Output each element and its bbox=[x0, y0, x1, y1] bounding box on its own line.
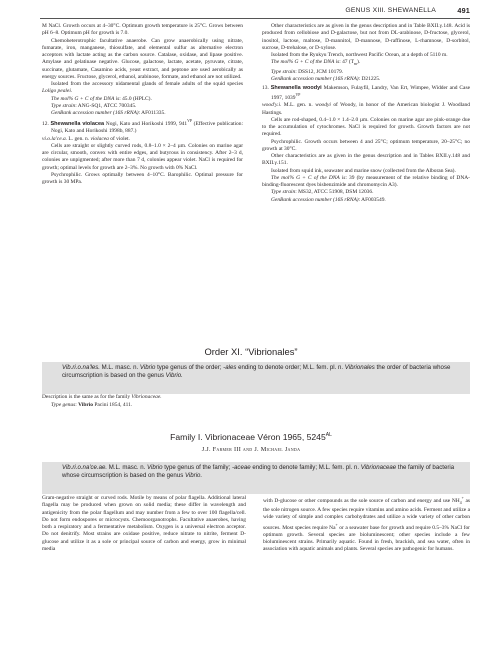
text-run: type genus of the family; bbox=[162, 464, 232, 471]
paragraph: Isolated from the Ryukyu Trench, northwest Pacific Ocean, at a depth of 5110 m. bbox=[271, 52, 448, 58]
etym-italic: Vibrionales bbox=[344, 364, 375, 371]
etym-italic: woodyi bbox=[315, 102, 331, 109]
text-run: ending to denote family; M.L. fem. pl. n. bbox=[250, 464, 361, 471]
label-italic: GenBank accession number (16S rRNA) bbox=[51, 110, 139, 116]
text-run: M.L. masc. n. bbox=[107, 464, 148, 471]
label-italic: GenBank accession number (16S rRNA) bbox=[271, 75, 359, 82]
order-etymology bbox=[62, 364, 456, 379]
etym-italic: Vibrio bbox=[147, 464, 163, 471]
text-run: the order of bacteria whose circumscription is based on the genus bbox=[62, 364, 451, 379]
species-heading: Shewanella violacea bbox=[50, 121, 105, 128]
value-text: : D21225. bbox=[358, 75, 381, 82]
etym-italic: -aceae bbox=[231, 464, 251, 471]
family-description-left bbox=[42, 495, 246, 553]
type-strain-line bbox=[42, 103, 243, 110]
text-run: ending to denote order; M.L. fem. pl. n. bbox=[236, 364, 345, 371]
value-text: : AF011335. bbox=[138, 110, 166, 116]
order-description bbox=[42, 394, 472, 401]
text-run: (Effective publication: Nogi, Kato and Horikoshi 1998b, 887.) bbox=[51, 121, 243, 135]
subscript: m bbox=[354, 62, 357, 67]
species-name: Loligo pealei. bbox=[42, 88, 73, 95]
mol-gc-line bbox=[262, 175, 470, 190]
text-run: Isolated from the accessory nidamental glands of female adults of the squid species bbox=[51, 81, 243, 87]
paragraph: Chemoheterotrophic facultative anaerobe. Can grow anaerobically using nitrate, fumarate, iron, manganese, thiosulfate, and elemental sulfur as alternative electron acceptors with lactate acting as the carbon source. Catalase, oxidase, and lipase positive. Amylase and gelatinase negative. Glucose, galactose, lactate, acetate, pyruvate, citrate, succinate, glutamate, Casamino acids, yeast extract, and peptone are used aerobically as energy sources. Fructose, glycerol, ethanol, arabinose, formate, and ethanol are not utilized. bbox=[42, 37, 243, 80]
genbank-line bbox=[42, 110, 243, 117]
superscript: VP bbox=[295, 93, 301, 98]
etym-italic: Vibrio bbox=[139, 364, 156, 371]
family-description-right bbox=[263, 495, 470, 553]
etym-italic: wood′y.i. bbox=[262, 102, 282, 109]
value-text: : 39 (by measurement of the relative binding of DNA-binding-fluorescent dyes bisbenzimide and chromomycin A3). bbox=[262, 174, 470, 189]
paragraph: Other characteristics are as given in the genus description and in Tables BXII.γ.148 and BXII.γ.151. bbox=[262, 153, 470, 167]
value-text: : 45.0 (HPLC). bbox=[119, 95, 152, 102]
label-italic: The mol% G + C of the DNA is bbox=[51, 95, 120, 102]
value-text: : MS32, ATCC 51908, DSM 12036. bbox=[295, 189, 374, 196]
running-head-title: GENUS XIII. SHEWANELLA bbox=[345, 7, 436, 14]
order-type-genus bbox=[42, 402, 481, 409]
etym-italic: -ales bbox=[223, 364, 237, 371]
species-entry-13 bbox=[262, 85, 470, 102]
paragraph: M NaCl. Growth occurs at 4–30°C. Optimum growth temperature is 25°C. Grows between pH 6–8. Optimum pH for growth is 7.0. bbox=[42, 23, 243, 37]
page-number: 491 bbox=[457, 6, 470, 15]
mol-gc-line bbox=[262, 59, 470, 68]
running-head bbox=[40, 4, 470, 19]
genbank-line bbox=[262, 197, 470, 204]
etym-italic: violacea bbox=[90, 135, 109, 142]
species-heading: Shewanella woodyi bbox=[270, 85, 322, 92]
text-run: M.L. gen. n. bbox=[281, 102, 316, 109]
value-text: : DSS12, JCM 10179. bbox=[295, 68, 344, 75]
etym-italic: Vibrionaceae bbox=[360, 464, 397, 471]
genbank-line bbox=[262, 76, 470, 83]
value-text: ). bbox=[357, 59, 361, 66]
family-heading-text: Family I. Vibrionaceae Véron 1965, 5245 bbox=[170, 432, 326, 442]
entry-number: 12. bbox=[42, 121, 51, 128]
text-run: Description is the same as for the family bbox=[42, 394, 132, 400]
left-column bbox=[42, 23, 243, 186]
paragraph bbox=[42, 81, 243, 96]
label-italic: GenBank accession number (16S rRNA) bbox=[271, 196, 359, 203]
superscript: VP bbox=[187, 119, 192, 124]
paragraph: Cells are rod-shaped, 0.4–1.0 × 1.4–2.0 µm. Colonies on marine agar are pink-orange due to the accumulation of cytochromes. NaCl is required for growth. Growth factors are not required. bbox=[262, 116, 470, 138]
value-text: : ANG-SQ1, ATCC 700345. bbox=[75, 102, 137, 109]
paragraph: Isolated from squid ink, seawater and marine snow (collected from the Alboran Sea). bbox=[271, 167, 456, 174]
etym-italic: vi.o.la′ce.a. bbox=[42, 135, 68, 142]
etym-italic: Vib.ri.o.na′ce.ae. bbox=[62, 464, 108, 471]
type-strain-line bbox=[262, 189, 470, 196]
paragraph: Other characteristics are as given in the genus description and in Table BXII.γ.148. Acid is produced from cellobiose and D-galactose, but not from DL-arabinose, D-fructose, glycerol, inositol, lactose, maltose, D-mannitol, D-mannose, D-raffinose, L-rhamnose, D-sorbitol, sucrose, D-trehalose, or D-xylose. bbox=[262, 23, 470, 51]
paragraph bbox=[263, 495, 470, 553]
superscript: + bbox=[461, 496, 464, 500]
text-run: M.L. masc. n. bbox=[99, 364, 140, 371]
family-name: Vibrionaceae. bbox=[131, 394, 162, 400]
label-italic: The mol% G + C of the DNA is bbox=[271, 59, 340, 66]
family-heading bbox=[0, 432, 502, 442]
paragraph: Gram-negative straight or curved rods. Motile by means of polar flagella. Additional lateral flagella may be produced when grown on solid media; these differ in wavelength and antigenicity from the polar flagellum and may number from a few to over 100 flagella/cell. Do not form endospores or microcysts. Chemoorganotrophs. Facultative anaerobes, having both a respiratory and a fermentative metabolism. Oxygen is a universal electron acceptor. Do not denitrify. Most strains are oxidase positive, reduce nitrate to nitrite, ferment D-glucose and utilize it as a sole or principal source of carbon and energy, grow in minimal media bbox=[42, 495, 246, 552]
etym-italic: Vibrio. bbox=[165, 371, 183, 379]
label-italic: Type strain bbox=[271, 189, 296, 196]
text-run: of violet. bbox=[108, 135, 130, 142]
text-run: of Woody, in honor of the American biologist J. Woodland Hastings. bbox=[262, 102, 470, 116]
text-run: : bbox=[75, 402, 79, 408]
genus-name: Vibrio bbox=[78, 402, 93, 408]
mol-gc-line bbox=[42, 96, 243, 103]
entry-number: 13. bbox=[262, 85, 271, 92]
text-run: the family of bacteria whose circumscription is based on the genus bbox=[62, 464, 455, 479]
value-text: : 47 (T bbox=[339, 59, 355, 66]
label-italic: Type strain bbox=[271, 68, 296, 75]
etym-italic: Vib.ri.o.na′les. bbox=[62, 364, 100, 371]
right-column bbox=[262, 23, 470, 204]
paragraph: Cells are straight or slightly curved rods, 0.8–1.0 × 2–4 µm. Colonies on marine agar are circular, smooth, convex with entire edges, and butyrous in consistency. After 2–3 d, colonies are unpigmented; after more than 7 d, colonies appear violet. NaCl is required for growth; optimal levels for growth are 2–3%. No growth with 0% NaCl. bbox=[42, 142, 243, 171]
order-etymology-box bbox=[42, 362, 470, 394]
text-run: L. gen. n. bbox=[67, 135, 91, 142]
species-entry-12 bbox=[42, 118, 243, 135]
label-italic: Type strain bbox=[51, 102, 76, 109]
text-run: Nogi, Kato and Horikoshi 1999, 941 bbox=[104, 121, 188, 128]
paragraph: Psychrophilic. Growth occurs between 4 and 25°C; optimum temperature, 20–25°C; no growth at 30°C. bbox=[262, 138, 470, 152]
family-etymology-box bbox=[42, 462, 470, 494]
label-italic: The mol% G + C of the DNA is bbox=[271, 174, 346, 181]
subscript: 4 bbox=[459, 500, 462, 505]
type-strain-line bbox=[262, 69, 470, 76]
superscript: AL bbox=[325, 432, 332, 439]
text-run: as the sole nitrogen source. A few species require vitamins and amino acids. Ferment and utilize a wide variety of simple and complex carbohydrates and utilize a wide variety of other carbon sources. Most species require Na bbox=[263, 497, 471, 531]
value-text: : AF003549. bbox=[358, 196, 386, 203]
text-run: Makemson, Fulayfil, Landry, Van Ert, Wimpee, Widder and Case 1997, 1039 bbox=[271, 85, 470, 102]
text-run: or a seawater base for growth and require 0.5–3% NaCl for optimum growth. Several species are bioluminescent; other species include a few bioluminescent strains. Primarily aquatic. Found in fresh, brackish, and sea water, often in association with aquatic animals and plants. Several species are pathogenic for humans. bbox=[263, 524, 470, 553]
label-italic: Type genus bbox=[51, 402, 76, 408]
family-etymology bbox=[62, 464, 456, 479]
etymology bbox=[42, 136, 243, 143]
etymology bbox=[262, 102, 470, 117]
etym-italic: Vibrio. bbox=[184, 471, 203, 479]
text-run: with D-glucose or other compounds as the sole source of carbon and energy and use NH bbox=[263, 497, 460, 504]
text-run: Pacini 1854, 411. bbox=[93, 402, 133, 408]
paragraph: Psychrophilic. Grows optimally between 4–10°C. Barophilic. Optimal pressure for growth is 30 MPa. bbox=[42, 171, 243, 186]
text-run: type genus of the order; bbox=[155, 364, 224, 371]
order-heading: Order XI. “Vibrionales” bbox=[204, 346, 298, 357]
superscript: + bbox=[335, 522, 338, 527]
family-authors: J.J. Farmer III and J. Michael Janda bbox=[201, 446, 301, 453]
